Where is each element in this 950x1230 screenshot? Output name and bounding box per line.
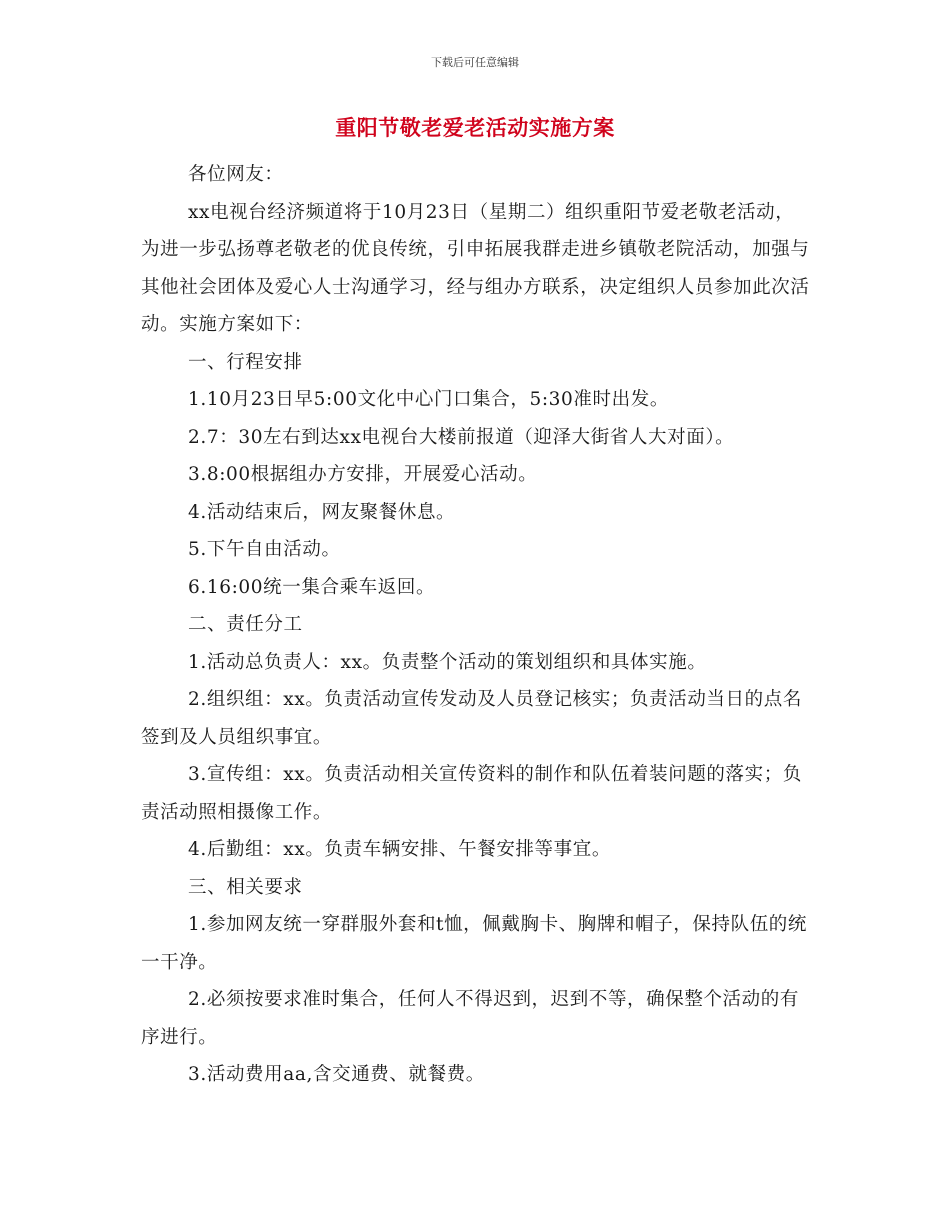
intro-paragraph: xx电视台经济频道将于10月23日（星期二）组织重阳节爱老敬老活动，为进一步弘扬尊老敬老的优良传统，引申拓展我群走进乡镇敬老院活动，加强与其他社会团体及爱心人士沟通学习，经与组办方联系，决定组织人员参加此次活动。实施方案如下： [141, 201, 810, 335]
list-item: 4.活动结束后，网友聚餐休息。 [188, 501, 456, 523]
list-item: 1.10月23日早5:00文化中心门口集合，5:30准时出发。 [188, 389, 669, 410]
header-note: 下载后可任意编辑 [431, 56, 519, 69]
list-item: 1.活动总负责人：xx。负责整个活动的策划组织和具体实施。 [188, 651, 707, 673]
list-item: 5.下午自由活动。 [188, 539, 341, 560]
list-item: 6.16:00统一集合乘车返回。 [188, 576, 436, 598]
list-item: 3.8:00根据组办方安排，开展爱心活动。 [188, 464, 538, 485]
list-item: 2.必须按要求准时集合，任何人不得迟到，迟到不等，确保整个活动的有序进行。 [141, 989, 799, 1048]
document-body [141, 156, 811, 1094]
list-item: 3.活动费用aa,含交通费、就餐费。 [188, 1064, 485, 1085]
list-item: 2.组织组：xx。负责活动宣传发动及人员登记核实；负责活动当日的点名签到及人员组织事宜。 [141, 689, 802, 748]
list-item: 1.参加网友统一穿群服外套和t恤，佩戴胸卡、胸牌和帽子，保持队伍的统一干净。 [141, 914, 807, 973]
list-item: 4.后勤组：xx。负责车辆安排、午餐安排等事宜。 [188, 839, 611, 860]
list-item: 3.宣传组：xx。负责活动相关宣传资料的制作和队伍着装问题的落实；负责活动照相摄像工作。 [141, 764, 802, 823]
section-heading-requirements: 三、相关要求 [188, 876, 303, 898]
salutation: 各位网友： [188, 164, 284, 185]
document-title: 重阳节敬老爱老活动实施方案 [335, 116, 615, 140]
list-item: 2.7：30左右到达xx电视台大楼前报道（迎泽大街省人大对面）。 [188, 426, 735, 448]
section-heading-responsibilities: 二、责任分工 [188, 614, 303, 635]
section-heading-itinerary: 一、行程安排 [188, 351, 303, 373]
